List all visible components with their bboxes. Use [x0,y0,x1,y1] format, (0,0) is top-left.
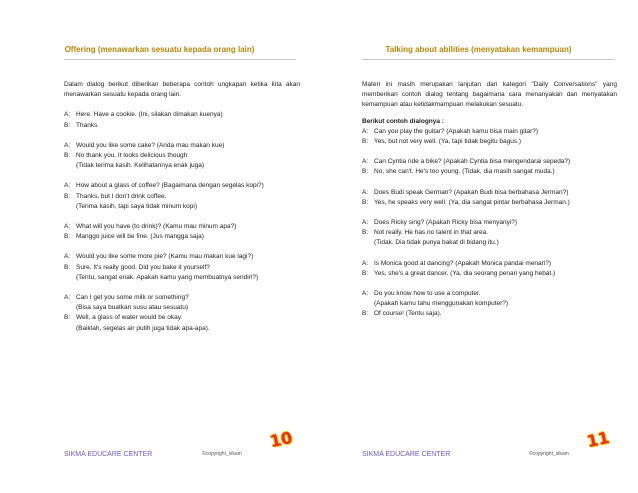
speaker-label: A: [64,294,71,302]
dialog-line [362,157,617,167]
dialog-text: Yes, he speaks very well. (Ya, dia sangat pintar berbahasa Jerman.) [374,198,570,206]
speaker-label [362,238,374,248]
dialog-line [64,313,300,323]
dialog-line [64,232,300,242]
footer-brand: SIKMA EDUCARE CENTER [362,451,451,458]
dialog-text: Sure. It's really good. Did you bake it yourself? [76,263,210,271]
speaker-label: A: [362,259,369,267]
dialog-text: (Baiklah, segelas air putih juga tidak apa-apa). [76,324,210,332]
dialog-line [64,324,300,334]
dialog-block [64,252,300,283]
speaker-label: A: [64,223,71,231]
dialog-line [64,273,300,283]
intro-paragraph: Materi ini masih merupakan lanjutan dari kategori "Daily Conversations" yang memberikan contoh dialog tentang bagaimana cara menanyakan dan menyatakan kemampuan atau ketidakmampuan melakukan sesuatu. [362,81,617,109]
dialog-line [64,151,300,161]
speaker-label [64,161,76,171]
title-divider [64,59,296,60]
copyright-text: ©copyright_sikam [202,451,242,457]
dialog-block [362,289,617,320]
dialog-text: Not really. He has no talent in that area. [374,229,489,237]
dialog-block [64,222,300,242]
dialog-line [362,167,617,177]
dialog-line [64,110,300,120]
speaker-label: B: [362,138,369,146]
dialog-line [362,218,617,228]
dialog-text: Well, a glass of water would be okay. [76,314,183,322]
dialog-line [64,202,300,212]
speaker-label: B: [362,269,369,277]
dialog-line [64,161,300,171]
dialog-text: (Apakah kamu tahu menggunakan komputer?) [374,300,509,308]
dialog-line [362,188,617,198]
dialog-text: (Tidak terima kasih. Kelihatannya enak juga) [76,162,205,170]
dialog-list [362,127,617,320]
dialog-block [362,218,617,249]
dialog-text: Manggo juice will be fine. (Jus mangga saja) [76,233,204,241]
dialog-text: Can I get you some milk or something? [76,294,189,302]
page-number: 11 [585,427,611,452]
speaker-label: A: [362,290,369,298]
dialog-line [362,238,617,248]
speaker-label [64,324,76,334]
dialog-text: Does Ricky sing? (Apakah Ricky bisa menyanyi?) [374,219,518,227]
dialog-block [362,157,617,177]
dialog-text: Here. Have a cookie. (Ini, silakan dimakan kuenya) [76,111,223,119]
speaker-label [64,273,76,283]
dialog-line [362,289,617,299]
speaker-label: B: [64,192,71,200]
dialog-line [64,252,300,262]
dialog-text: No, she can't. He's too young. (Tidak, dia masih sangat muda.) [374,168,555,176]
dialog-text: Yes, but not very well. (Ya, tapi tidak begitu bagus.) [374,138,522,146]
dialog-block [362,188,617,208]
dialog-block [64,110,300,130]
speaker-label [64,202,76,212]
dialog-text: Can you play the guitar? (Apakah kamu bisa main gitar?) [374,127,539,135]
speaker-label: B: [362,168,369,176]
dialog-line [362,269,617,279]
dialog-text: Would you like some more pie? (Kamu mau makan kue lagi?) [76,253,254,261]
speaker-label: B: [362,229,369,237]
dialog-text: What will you have (to drink)? (Kamu mau minum apa?) [76,223,237,231]
dialog-text: (Tentu, sangat enak. Apakah kamu yang membuatnya sendiri?) [76,273,259,281]
dialog-line [362,299,617,309]
page-title: Talking about abilities (menyatakan kemampuan) [385,45,572,54]
dialog-text: How about a glass of coffee? (Bagaimana dengan segelas kopi?) [76,182,264,190]
dialog-line [64,121,300,131]
dialog-list [64,110,300,333]
dialog-text: Can Cyntia ride a bike? (Apakah Cyntia bisa mengendarai sepeda?) [374,158,571,166]
dialog-text: No thank you. It looks delicious though [76,152,188,160]
page-number: 10 [268,427,294,452]
dialog-block [362,127,617,147]
dialog-line [64,293,300,303]
speaker-label: A: [362,158,369,166]
speaker-label: A: [362,188,369,196]
dialog-text: (Terima kasih, tapi saya tidak minum kopi) [76,202,198,210]
dialog-line [362,309,617,319]
speaker-label: B: [64,233,71,241]
dialog-subheading: Berikut contoh dialognya : [362,117,444,125]
title-divider [362,59,615,60]
dialog-text: Do you know how to use a computer. [374,290,481,298]
page-content [362,80,617,330]
dialog-block [64,141,300,172]
dialog-line [64,141,300,151]
dialog-text: Thanks, but I don't drink coffee. [76,192,167,200]
speaker-label: A: [64,111,71,119]
speaker-label [362,299,374,309]
dialog-line [362,259,617,269]
dialog-line [64,263,300,273]
dialog-text: Would you like some cake? (Anda mau makan kue) [76,141,225,149]
dialog-line [362,137,617,147]
dialog-text: Yes, she's a great dancer. (Ya, dia seorang penari yang hebat.) [374,269,556,277]
dialog-text: (Tidak. Dia tidak punya bakat di bidang itu.) [374,239,499,247]
intro-paragraph: Dalam dialog berikut diberikan beberapa contoh ungkapan ketika kita akan menawarkan sesuatu kepada orang lain. [64,81,300,99]
copyright-text: ©copyright_sikam [529,451,569,457]
speaker-label: A: [64,182,71,190]
dialog-block [64,293,300,334]
speaker-label: A: [64,141,71,149]
dialog-line [362,127,617,137]
speaker-label [64,303,76,313]
speaker-label: B: [64,152,71,160]
page-title: Offering (menawarkan sesuatu kepada orang lain) [64,45,255,54]
dialog-text: Is Monica good at dancing? (Apakah Monica pandai menari?) [374,259,552,267]
footer-brand: SIKMA EDUCARE CENTER [64,451,153,458]
speaker-label: B: [362,310,369,318]
right-page [319,0,638,493]
dialog-line [64,222,300,232]
dialog-text: Of course! (Tentu saja). [374,310,442,318]
dialog-line [64,303,300,313]
speaker-label: B: [362,198,369,206]
page-content [64,80,300,344]
dialog-line [64,181,300,191]
dialog-block [64,181,300,212]
dialog-text: Thanks [76,121,98,129]
speaker-label: A: [64,253,71,261]
speaker-label: A: [362,219,369,227]
speaker-label: B: [64,314,71,322]
dialog-line [362,198,617,208]
speaker-label: B: [64,121,71,129]
speaker-label: A: [362,127,369,135]
dialog-block [362,259,617,279]
dialog-text: Does Budi speak German? (Apakah Budi bisa berbahasa Jerman?) [374,188,569,196]
dialog-text: (Bisa saya buatkan susu atau sesuatu) [76,304,189,312]
speaker-label: B: [64,263,71,271]
dialog-line [362,228,617,238]
dialog-line [64,192,300,202]
